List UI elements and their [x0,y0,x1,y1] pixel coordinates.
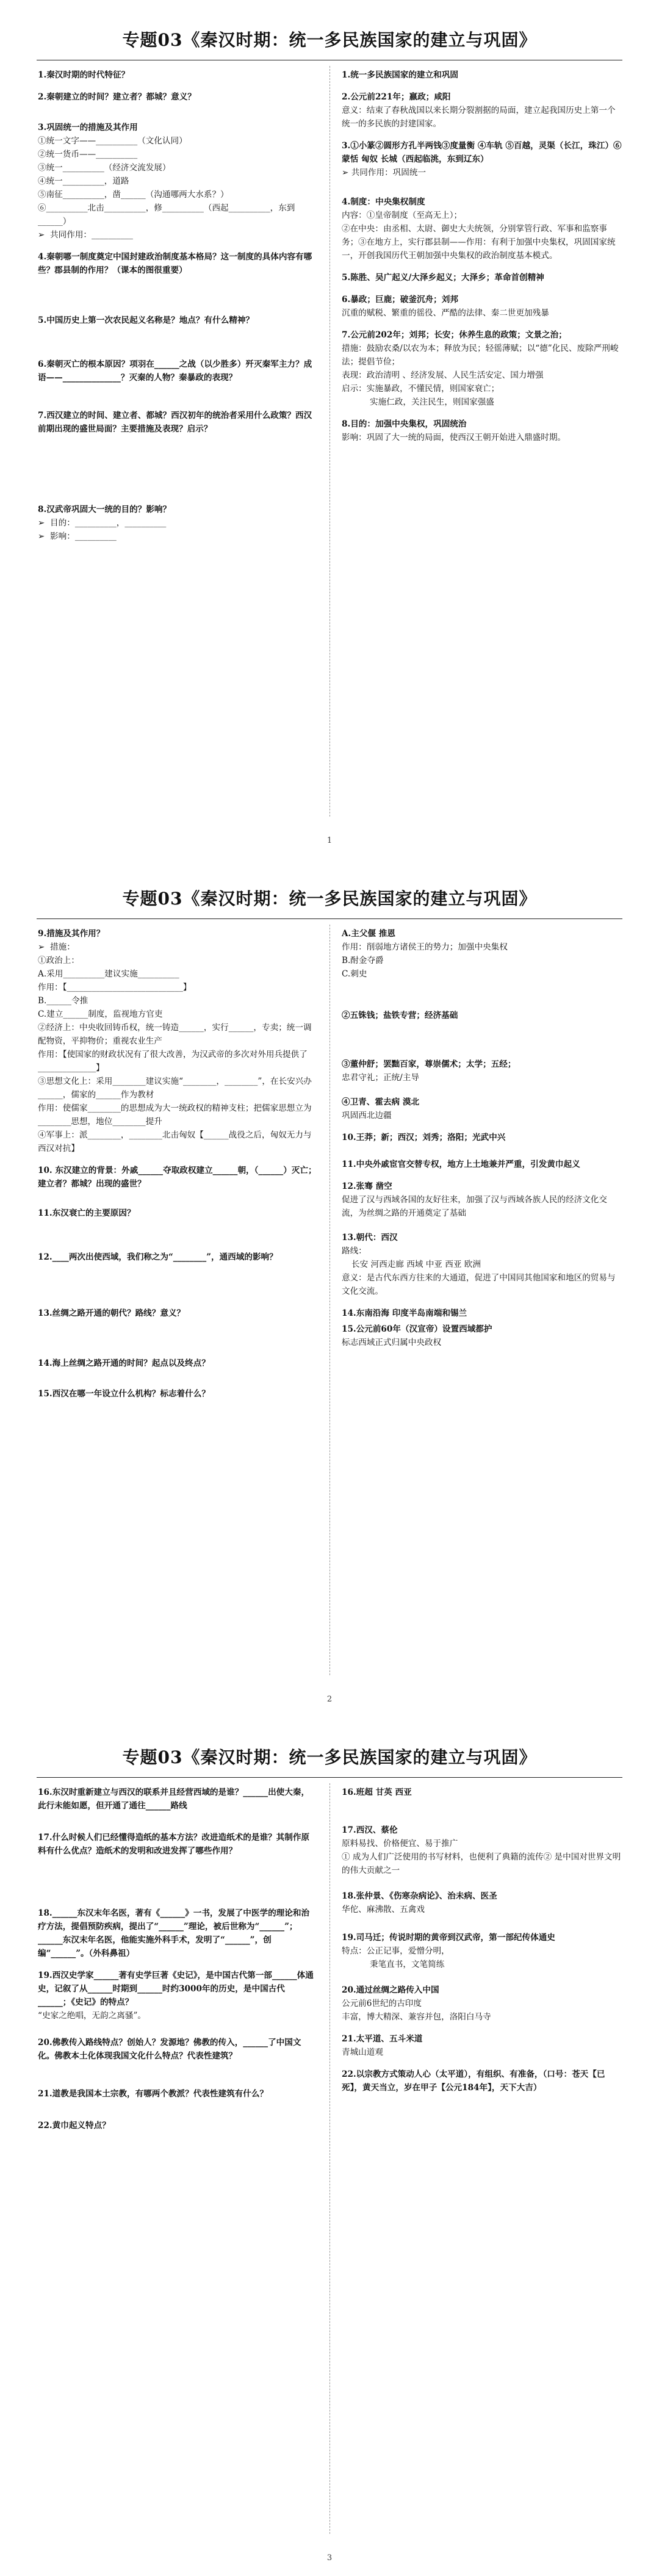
answer-line: ① 成为人们广泛使用的书写材料，也便利了典籍的流传② 是中国对世界文明的伟大贡献之一 [342,1852,621,1876]
answer-line: 实施仁政，关注民生，则国家强盛 [370,397,494,408]
page-number: 1 [326,836,333,845]
answer-text: 6.暴政；巨鹿；破釜沉舟；刘邦 [342,295,458,305]
answer-block [342,2032,622,2059]
question-text: 6.秦朝灭亡的根本原因？项羽在______之战（以少胜多）歼灭秦军主力？成语——______________？灭秦的人物？秦暴政的表现？ [38,359,312,383]
answer-line: ⑥__________北击__________，修__________（西起__________，东到______） [38,203,295,227]
answer-text: 1.统一多民族国家的建立和巩固 [342,70,458,80]
answer-text: 5.陈胜、吴广起义/大泽乡起义；大泽乡；革命首创精神 [342,273,544,283]
answer-text: 20.通过丝绸之路传入中国 [342,1985,439,1996]
answer-text: 22.以宗教方式策动人心（太平道），有组织、有准备，（口号：苍天【已死】，黄天当立，岁在甲子【公元184年】，天下大吉） [342,2069,605,2093]
answer-text: ④卫青、霍去病 漠北 [342,1097,420,1108]
answer-block [342,1158,622,1171]
answer-line: 作用：使儒家________的思想成为大一统政权的精神支柱；把儒家思想立为________思想，地位________提升 [38,1103,312,1127]
page-title: 专题03《秦汉时期：统一多民族国家的建立与巩固》 [122,1747,537,1767]
answer-text: A.主父偃 推恩 [342,929,395,939]
page-title: 专题03《秦汉时期：统一多民族国家的建立与巩固》 [122,889,537,909]
answer-line: 长安 河西走廊 西域 中亚 西亚 欧洲 [351,1260,481,1270]
question-text: 5.中国历史上第一次农民起义名称是？地点？有什么精神？ [38,316,254,326]
question-block [38,1164,317,1191]
answer-block [342,1180,622,1220]
page-3 [0,1717,659,2576]
answer-line: ④统一__________，道路 [38,176,129,187]
answer-block [342,1095,622,1122]
answer-line: ➢ 措施： [38,942,75,953]
answer-text: 2.公元前221年；嬴政；咸阳 [342,92,451,103]
questions-column [38,927,317,1409]
question-block [38,68,317,82]
answer-line: ②统一货币——__________ [38,150,138,160]
question-block [38,1831,317,1858]
questions-column [38,1786,317,2141]
answer-line: 华佗、麻沸散、五禽戏 [342,1905,425,1915]
answer-line: 丰富，博大精深、兼容并包，洛阳白马寺 [342,2012,491,2022]
answer-line: ③思想文化上：采用________建议实施“________，________”，在长安兴办______，儒家的______作为教材 [38,1077,312,1100]
answer-line: ➢ 共同作用：__________ [38,230,133,240]
question-block [38,1387,317,1401]
question-block [38,1969,317,2022]
question-text: 8.汉武帝巩固大一统的目的？影响？ [38,505,171,515]
answers-column [342,927,622,1358]
answer-line: “史家之绝唱，无韵之离骚”。 [38,2011,146,2021]
question-text: 4.秦朝哪一制度奠定中国封建政治制度基本格局？这一制度的具体内容有哪些？郡县制的作用？（课本的图很重要） [38,252,312,276]
answer-text: 21.太平道、五斗米道 [342,2034,423,2044]
answer-line: 表现：政治清明 、经济发展、人民生活安定、国力增强 [342,370,544,381]
question-text: 11.东汉衰亡的主要原因？ [38,1208,135,1219]
title-rule [37,918,622,919]
answer-text: 15.公元前60年（汉宣帝）设置西域都护 [342,1324,492,1335]
question-block [38,90,317,104]
page-number: 3 [326,2553,333,2563]
answer-block [342,1322,622,1349]
answers-column [342,68,622,453]
question-block [38,1207,317,1220]
answer-block [342,139,622,179]
answer-line: 忠君守礼；正统/主导 [342,1073,419,1083]
answer-line: 作用：削弱地方诸侯王的势力；加强中央集权 [342,942,508,953]
answer-line: 措施：鼓励农桑/以农为本；释放为民；轻徭薄赋；以“德”化民、废除严刑峻法；提倡节俭； [342,344,619,367]
answer-block [342,271,622,284]
answer-block [342,68,622,82]
answer-line: ➢ 目的：__________，__________ [38,518,167,529]
answer-block [342,293,622,320]
answer-block [342,90,622,131]
answer-text: 14.东南沿海 印度半岛南端和锡兰 [342,1308,467,1319]
answer-block [342,417,622,444]
answer-line: 影响：巩固了大一统的局面，使西汉王朝开始进入鼎盛时期。 [342,433,566,443]
question-text: 13.丝绸之路开通的朝代？路线？意义？ [38,1308,185,1319]
question-text: 21.道教是我国本土宗教，有哪两个教派？代表性建筑有什么？ [38,2089,268,2099]
answer-text: 13.朝代：西汉 [342,1233,398,1243]
question-block [38,2087,317,2101]
answer-line: 沉重的赋税、繁重的徭役、严酷的法律、秦二世更加残暴 [342,308,549,319]
answer-line: C.刺史 [342,969,367,980]
answer-text: 18.张仲景、《伤寒杂病论》、治未病、医圣 [342,1891,497,1902]
answer-text: 11.中央外戚宦官交替专权，地方上土地兼并严重，引发黄巾起义 [342,1160,580,1170]
answer-line: ②经济上：中央收回铸币权，统一铸造______，实行______，专卖；统一调配物资，平抑物价；重视农业生产 [38,1023,312,1047]
answer-line: 启示：实施暴政，不懂民情，则国家衰亡； [342,384,500,394]
question-block [38,927,317,1155]
title-rule [37,1777,622,1778]
answer-line: ⑤南征__________，凿______（沟通哪两大水系？） [38,190,229,200]
answer-text: 12.张骞 凿空 [342,1182,392,1192]
answer-line: ③统一__________（经济交流发展） [38,163,171,173]
question-block [38,409,317,436]
answer-line: ➢ 共同作用：巩固统一 [342,168,427,178]
answer-text: 8.目的：加强中央集权，巩固统治 [342,419,467,430]
question-block [38,121,317,242]
answer-line: 公元前6世纪的古印度 [342,1999,422,2009]
page-title: 专题03《秦汉时期：统一多民族国家的建立与巩固》 [122,30,537,50]
question-text: 3.巩固统一的措施及其作用 [38,123,138,133]
question-text: 2.秦朝建立的时间？建立者？都城？意义？ [38,92,196,103]
answer-block [342,1786,622,1799]
answer-text: 16.班超 甘英 西亚 [342,1788,412,1797]
answer-block [342,1131,622,1144]
answer-line: 原料易找、价格便宜、易于推广 [342,1839,458,1849]
question-block [38,1786,317,1813]
question-text: 1.秦汉时期的时代特征？ [38,70,130,80]
question-text: 19.西汉史学家______著有史学巨著《史记》，是中国古代第一部______体通史，记叙了从______时期到______时约3000年的历史，是中国古代______；《史记》的特点？ [38,1971,314,2008]
question-text: 7.西汉建立的时间、建立者、都城？西汉初年的统治者采用什么政策？西汉前期出现的盛世局面？主要措施及表现？启示？ [38,411,312,435]
questions-column [38,68,317,552]
answer-line: B.______令推 [38,996,88,1006]
answer-text: 10.王莽；新；西汉；刘秀；洛阳；光武中兴 [342,1133,506,1143]
answer-line: B.酎金夺爵 [342,956,384,966]
answer-line: C.建立______制度，监视地方官吏 [38,1009,163,1020]
question-text: 10. 东汉建立的背景：外戚______夺取政权建立______朝，（______）灭亡；建立者？都城？出现的盛世？ [38,1166,317,1189]
answer-line: A.采用__________建议实施__________ [38,969,179,980]
question-text: 16.东汉时重新建立与西汉的联系并且经营西域的是谁？______出使大秦，此行未能如愿，但开通了通往______路线 [38,1788,310,1811]
answer-block [342,1058,622,1084]
answer-line: ①统一文字——__________（文化认同） [38,136,187,146]
question-text: 12.____两次出使西域，我们称之为“________”，通西域的影响？ [38,1252,278,1263]
question-text: 22.黄巾起义特点？ [38,2121,110,2131]
question-block [38,250,317,277]
answer-text: 3.①小篆②圆形方孔半两钱③度量衡 ④车轨 ⑤百越，灵渠（长江，珠江）⑥蒙恬 匈奴 长城（西起临洮，东到辽东） [342,141,622,165]
answer-line: 促进了汉与西域各国的友好往来，加强了汉与西域各族人民的经济文化交流，为丝绸之路的开通奠定了基础 [342,1195,607,1219]
answer-line: 特点：公正记事，爱憎分明， [342,1946,450,1957]
answer-text: 19.司马迁；传说时期的黄帝到汉武帝，第一部纪传体通史 [342,1933,555,1943]
answer-block [342,1231,622,1298]
answers-column [342,1786,622,2103]
page-number: 2 [326,1695,333,1704]
question-block [38,1907,317,1960]
answer-block [342,1307,622,1320]
answer-line: ②在中央：由丞相、太尉、御史大夫统领，分别掌管行政、军事和监察事务；③在地方上，实行郡县制——作用：有利于加强中央集权，巩固国家统一，开创我国历代王朝加强中央集权的政治制度基本模式。 [342,224,616,261]
question-block [38,1357,317,1370]
answer-line: 作用：【____________________________】 [38,983,192,993]
answer-block [342,2068,622,2094]
answer-block [342,1931,622,1971]
answer-line: 标志西域正式归属中央政权 [342,1338,442,1348]
answer-line: 意义：结束了春秋战国以来长期分裂割据的局面，建立起我国历史上第一个统一的多民族的封建国家。 [342,106,616,129]
question-text: 20.佛教传入路线特点？创始人？发源地？佛教的传入，______了中国文化。佛教本土化体现我国文化什么特点？代表性建筑？ [38,2038,301,2062]
answer-block [342,1983,622,2024]
answer-block [342,1889,622,1916]
answer-line: ④军事上：派________，________北击匈奴【______战役之后，匈奴无力与西汉对抗】 [38,1130,312,1154]
answer-line: 内容：①皇帝制度（至高无上）； [342,211,463,221]
page-2 [0,859,659,1717]
answer-line: ➢ 影响：__________ [38,532,117,542]
question-block [38,1307,317,1320]
question-block [38,2036,317,2063]
question-text: 15.西汉在哪一年设立什么机构？标志着什么？ [38,1389,210,1399]
answer-block [342,1824,622,1877]
page-1 [0,0,659,859]
answer-block [342,1009,622,1022]
question-block [38,503,317,543]
answer-line: 秉笔直书，文笔简练 [370,1960,445,1970]
answer-text: ③董仲舒；罢黜百家，尊崇儒术；太学；五经； [342,1059,516,1070]
question-block [38,1250,317,1264]
answer-line: 青城山道观 [342,2047,383,2058]
answer-block [342,328,622,409]
question-text: 14.海上丝绸之路开通的时间？起点以及终点？ [38,1358,210,1369]
question-text: 9.措施及其作用？ [38,929,105,939]
answer-line: 路线： [342,1246,367,1257]
answer-text: 17.西汉、蔡伦 [342,1825,398,1836]
answer-line: ①政治上： [38,956,79,966]
answer-text: 4.制度：中央集权制度 [342,197,425,207]
answer-line: 作用：【使国家的财政状况有了很大改善，为汉武帝的多次对外用兵提供了______________】 [38,1050,308,1073]
question-text: 18.______东汉末年名医，著有《______》一书，发展了中医学的理论和治疗方法，提倡预防疾病，提出了“______”理论，被后世称为“______”；______东汉末年名医，他能实施外科手术，发明了“______”，创编“______”。（外科鼻祖） [38,1908,310,1959]
answer-text: 7.公元前202年；刘邦；长安；休养生息的政策；文景之治； [342,330,567,341]
answer-block [342,927,622,981]
question-block [38,314,317,327]
answer-line: 巩固西北边疆 [342,1111,392,1121]
question-block [38,2119,317,2132]
question-block [38,358,317,384]
answer-line: 意义：是古代东西方往来的大通道，促进了中国同其他国家和地区的贸易与文化交流。 [342,1273,616,1297]
question-text: 17.什么时候人们已经懂得造纸的基本方法？改进造纸术的是谁？其制作原料有什么优点？造纸术的发明和改进发挥了哪些作用？ [38,1833,310,1856]
answer-block [342,195,622,262]
answer-text: ②五铢钱；盐铁专营；经济基础 [342,1011,458,1021]
